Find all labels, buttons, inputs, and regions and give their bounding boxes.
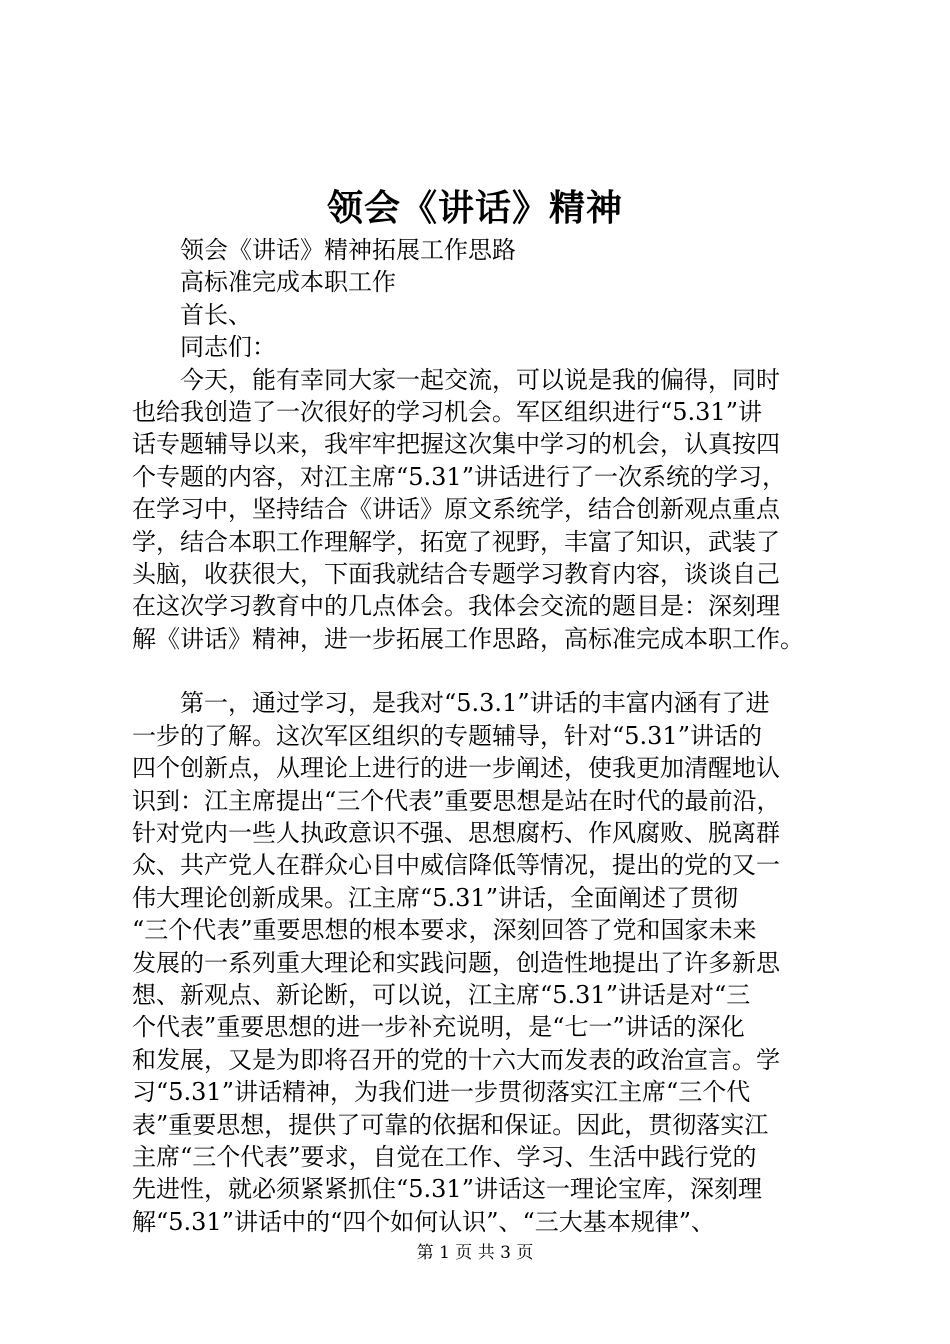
paragraph-line: 学，结合本职工作理解学，拓宽了视野，丰富了知识，武装了 [132,527,780,556]
document-title: 领会《讲话》精神 [326,187,623,229]
paragraph-line: 众、共产党人在群众心目中威信降低等情况，提出的党的又一 [132,851,780,880]
paragraph-line: 四个创新点，从理论上进行的进一步阐述，使我更加清醒地认 [132,754,780,783]
paragraph-line: 今天，能有幸同大家一起交流，可以说是我的偏得，同时 [180,365,780,394]
paragraph-line: 表”重要思想，提供了可靠的依据和保证。因此，贯彻落实江 [132,1110,769,1139]
subtitle-line: 领会《讲话》精神拓展工作思路 [180,236,516,264]
document-body [132,234,852,1238]
paragraph-line: 伟大理论创新成果。江主席“5.31”讲话，全面阐述了贯彻 [132,883,738,912]
paragraph-line: 个专题的内容，对江主席“5.31”讲话进行了一次系统的学习， [132,462,786,491]
paragraph-line: 第一，通过学习，是我对“5.3.1”讲话的丰富内涵有了进 [180,689,770,718]
paragraph-line: 在学习中，坚持结合《讲话》原文系统学，结合创新观点重点 [132,495,780,524]
subtitle-line: 高标准完成本职工作 [180,268,396,297]
paragraph-line: 解“5.31”讲话中的“四个如何认识”、“三大基本规律”、 [132,1207,716,1236]
paragraph-line: 和发展，又是为即将召开的党的十六大而发表的政治宣言。学 [132,1045,780,1074]
paragraph-line: 发展的一系列重大理论和实践问题，创造性地提出了许多新思 [132,948,780,977]
page-number-footer: 第 1 页 共 3 页 [416,1243,534,1263]
salutation-line: 首长、 [180,300,252,329]
paragraph-line: 一步的了解。这次军区组织的专题辅导，针对“5.31”讲话的 [132,721,762,750]
paragraph-line: 也给我创造了一次很好的学习机会。军区组织进行“5.31”讲 [132,397,762,426]
paragraph-gap [132,655,852,687]
paragraph-line: “三个代表”重要思想的根本要求，深刻回答了党和国家未来 [132,916,757,945]
salutation-line: 同志们： [180,333,276,362]
paragraph-line: 解《讲话》精神，进一步拓展工作思路，高标准完成本职工作。 [132,624,804,653]
paragraph-line: 话专题辅导以来，我牢牢把握这次集中学习的机会，认真按四 [132,430,780,459]
paragraph-line: 识到：江主席提出“三个代表”重要思想是站在时代的最前沿， [132,786,781,815]
paragraph-line: 想、新观点、新论断，可以说，江主席“5.31”讲话是对“三 [132,980,751,1009]
paragraph-line: 习“5.31”讲话精神，为我们进一步贯彻落实江主席“三个代 [132,1078,751,1107]
paragraph-line: 头脑，收获很大，下面我就结合专题学习教育内容，谈谈自己 [132,559,780,588]
paragraph-line: 先进性，就必须紧紧抓住“5.31”讲话这一理论宝库，深刻理 [132,1175,762,1204]
paragraph-line: 主席“三个代表”要求，自觉在工作、学习、生活中践行党的 [132,1142,757,1171]
paragraph-line: 在这次学习教育中的几点体会。我体会交流的题目是：深刻理 [132,592,780,621]
paragraph-line: 个代表”重要思想的进一步补充说明，是“七一”讲话的深化 [132,1013,745,1042]
paragraph-line: 针对党内一些人执政意识不强、思想腐朽、作风腐败、脱离群 [132,819,780,848]
